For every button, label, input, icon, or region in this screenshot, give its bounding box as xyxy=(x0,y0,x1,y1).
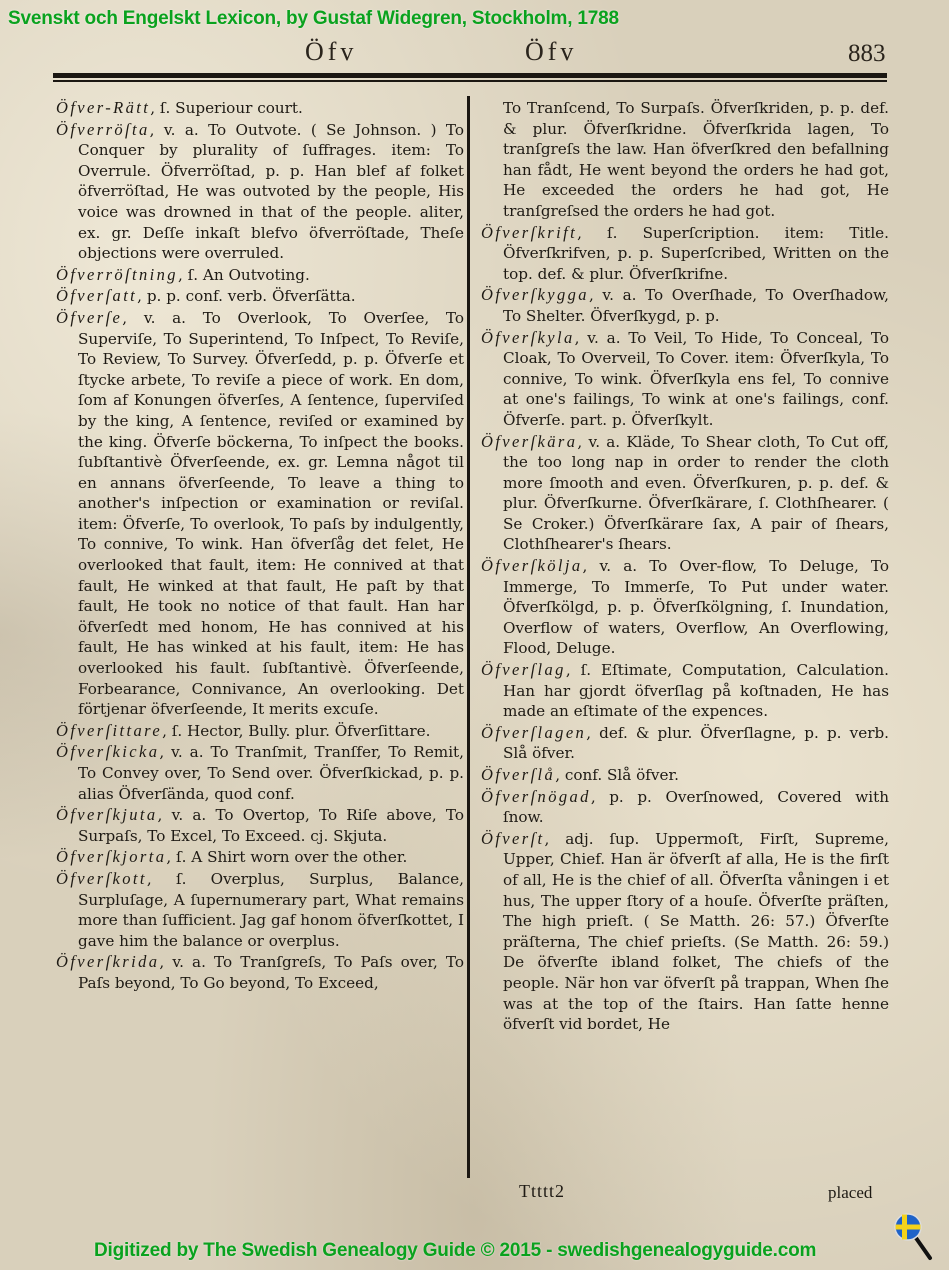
entry-headword: Öfverſatt xyxy=(56,286,138,306)
entry-definition: , adj. ſup. Uppermoſt, Firſt, Supreme, Upper, Chief. Han är öfverſt af alla, He is the firſt of all, He is the chief of all. Öfverſta våningen i et hus, The upper ſtory of a houſe. Öfverſte präſten, The high prieſt. ( Se Matth. 26: 57.) Öfverſte präſterna, The chief prieſts. (Se Matth. 26: 59.) De öfverſte ibland folket, The chiefs of the people. När hon var öfverſt på trappan, When ſhe was at the top of the ſtairs. Han ſatte henne öfverſt vid bordet, He xyxy=(503,829,889,1034)
entry-definition: , v. a. To Overtop, To Riſe above, To Surpaſs, To Excel, To Exceed. cj. Skjuta. xyxy=(78,806,464,845)
swedish-flag-magnifier-icon xyxy=(894,1213,934,1263)
entry-headword: Öfverſkyla xyxy=(481,327,575,347)
dictionary-entry xyxy=(56,286,464,307)
header-rule xyxy=(53,73,887,78)
entry-definition: , ſ. Eſtimate, Computation, Calculation. Han har gjordt öfverſlag på koſtnaden, He has made an eſtimate of the expences. xyxy=(503,661,889,721)
entry-headword: Öfverſlagen xyxy=(481,722,587,742)
dictionary-entry xyxy=(56,805,464,846)
entry-headword: Öfverſittare xyxy=(56,720,163,740)
entry-definition: , ſ. Superiour court. xyxy=(150,99,303,117)
dictionary-entry xyxy=(56,869,464,951)
dictionary-entry xyxy=(56,742,464,804)
entry-definition: , def. & plur. Öfverſlagne, p. p. verb. Slå öfver. xyxy=(503,723,889,763)
entry-headword: Öfver-Rätt xyxy=(56,98,151,117)
entry-headword: Öfverröſtning xyxy=(56,264,178,284)
entry-headword: Öfverröſta xyxy=(56,119,150,139)
dictionary-entry xyxy=(481,223,889,285)
header-rule-thin xyxy=(53,80,887,82)
entry-headword: Öfverſkrift xyxy=(481,222,578,242)
dictionary-entry xyxy=(56,952,464,993)
dictionary-entry xyxy=(56,847,464,868)
entry-definition: , v. a. To Overſhade, To Overſhadow, To Shelter. Öfverſkygd, p. p. xyxy=(503,286,889,325)
entry-definition: , v. a. To Over-flow, To Deluge, To Immerge, To Immerſe, To Put under water. Öfverſkölgd, p. p. Öfverſkölgning, ſ. Inundation, Overflow of waters, Overflow, An Overflowing, Flood, Deluge. xyxy=(503,557,889,658)
entry-headword: Öfverſkicka xyxy=(56,742,160,762)
entry-headword: Öfverſe xyxy=(56,307,123,327)
dictionary-entry xyxy=(481,660,889,722)
entry-definition: , v. a. To Outvote. ( Se Johnson. ) To Conquer by plurality of ſuffrages. item: To Overrule. Öfverröſtad, p. p. Han blef af folket öfverröſtad, He was outvoted by the people, His voice was drowned in that of the people. aliter, ex. gr. Deſſe inkaſt blefvo öfverröſtade, Theſe objections were overruled. xyxy=(78,120,464,263)
dictionary-entry xyxy=(56,98,464,119)
entry-definition: , conf. Slå öfver. xyxy=(555,766,679,784)
entry-definition: , v. a. To Overlook, To Overſee, To Superviſe, To Superintend, To Inſpect, To Reviſe, To Review, To Survey. Öfverſedd, p. p. Öfverſe et ſtycke arbete, To reviſe a piece of work. En dom, ſom af Konungen öfverſes, A ſentence, ſuperviſed by the king, A ſentence, reviſed or examined by the king. Öfverſe böckerna, To inſpect the books. ſubſtantivè Öfverſeende, ex. gr. Lemna något til en annans öfverſeende, To leave a thing to another's inſpection or examination or reviſal. item: Öfverſe, To overlook, To paſs by indulgently, To connive, To wink. Han öfverſåg det felet, He overlooked that fault, item: He connived at that fault, He winked at that fault, He paſt by that fault, He took no notice of that fault. Han har öfverſedt med honom, He has connived at his fault, He has winked at his fault, item: He has overlooked his fault. ſubſtantivè. Öfverſeende, Forbearance, Connivance, An overlooking. Det förtjenar öfverſeende, It merits excuſe. xyxy=(78,308,464,719)
left-column xyxy=(56,98,464,995)
catchword: placed xyxy=(828,1183,873,1202)
digitized-by-watermark: Digitized by The Swedish Genealogy Guide © 2015 - swedishgenealogyguide.com xyxy=(94,1240,817,1261)
entry-headword: Öfverſnögad xyxy=(481,786,591,806)
entry-headword: Öfverſlå xyxy=(481,765,556,784)
dictionary-entry xyxy=(481,765,889,786)
column-divider xyxy=(467,96,470,1178)
dictionary-entry xyxy=(56,308,464,720)
entry-headword: Öfverſkott xyxy=(56,868,147,888)
entry-definition: , ſ. Superſcription. item: Title. Öfverſkrifven, p. p. Superſcribed, Written on the top. def. & plur. Öfverſkrifne. xyxy=(503,223,889,283)
signature-mark: Ttttt2 xyxy=(519,1181,565,1201)
entry-headword: Öfverſkära xyxy=(481,431,578,451)
dictionary-entry xyxy=(56,120,464,264)
entry-headword: Öfverſkrida xyxy=(56,952,160,972)
dictionary-entry xyxy=(481,723,889,764)
dictionary-entry xyxy=(481,285,889,326)
entry-headword: Öfverſkjorta xyxy=(56,847,167,867)
source-watermark: Svenskt och Engelskt Lexicon, by Gustaf Widegren, Stockholm, 1788 xyxy=(8,8,619,29)
dictionary-entry xyxy=(56,721,464,742)
entry-definition: , v. a. To Veil, To Hide, To Conceal, To Cloak, To Overveil, To Cover. item: Öfverſkyla, To connive, To wink. Öfverſkyla ens fel, To connive at one's failings, To wink at one's failings, conf. Öfverſe. part. p. Öfverſkylt. xyxy=(503,328,889,429)
entry-definition: , ſ. Overplus, Surplus, Balance, Surpluſage, A ſupernumerary part, What remains more than ſufficient. Jag gaf honom öfverſkottet, I gave him the balance or overplus. xyxy=(78,869,464,950)
dictionary-entry xyxy=(481,829,889,1035)
dictionary-entry xyxy=(56,265,464,286)
entry-headword: Öfverſkjuta xyxy=(56,805,158,825)
entry-definition: , ſ. An Outvoting. xyxy=(177,265,310,284)
continuation-text: To Tranſcend, To Surpaſs. Öfverſkriden, p. p. def. & plur. Öfverſkridne. Öfverſkrida lagen, To tranſgreſs the law. Han öfverſkred den befallning han fådt, He went beyond the orders he had got, He exceeded the orders he had got, He tranſgreſsed the orders he had got. xyxy=(503,99,889,220)
entry-headword: Öfverſt xyxy=(481,828,545,848)
dictionary-entry xyxy=(481,556,889,659)
entry-headword: Öfverſkygga xyxy=(481,285,589,305)
running-head-left: Öfv xyxy=(305,37,358,66)
dictionary-entry xyxy=(481,432,889,556)
entry-definition: , p. p. Overſnowed, Covered with ſnow. xyxy=(503,787,889,827)
entry-headword: Öfverſlag xyxy=(481,660,566,680)
entry-definition: , p. p. conf. verb. Öfverſätta. xyxy=(137,287,356,306)
entry-definition: , v. a. To Tranſmit, Tranſfer, To Remit, To Convey over, To Send over. Öfverſkickad, p. p. alias Öfverſända, quod conf. xyxy=(78,743,464,803)
dictionary-entry xyxy=(481,328,889,431)
running-head-right: Öfv xyxy=(525,37,578,66)
page-number: 883 xyxy=(848,40,886,67)
entry-definition: , v. a. To Tranſgreſs, To Paſs over, To Paſs beyond, To Go beyond, To Exceed, xyxy=(78,953,464,992)
entry-headword: Öfverſkölja xyxy=(481,556,583,576)
dictionary-entry xyxy=(481,787,889,828)
entry-definition: , v. a. Kläde, To Shear cloth, To Cut off, the too long nap in order to render the cloth more ſmooth and even. Öfverſkuren, p. p. def. & plur. Öfverſkurne. Öfverſkärare, ſ. Clothſhearer. ( Se Croker.) Öfverſkärare ſax, A pair of ſhears, Clothſhearer's ſhears. xyxy=(503,432,889,554)
entry-definition: , ſ. A Shirt worn over the other. xyxy=(166,848,408,867)
entry-definition: , ſ. Hector, Bully. plur. Öfverſittare. xyxy=(162,721,431,740)
right-column xyxy=(481,98,889,1036)
